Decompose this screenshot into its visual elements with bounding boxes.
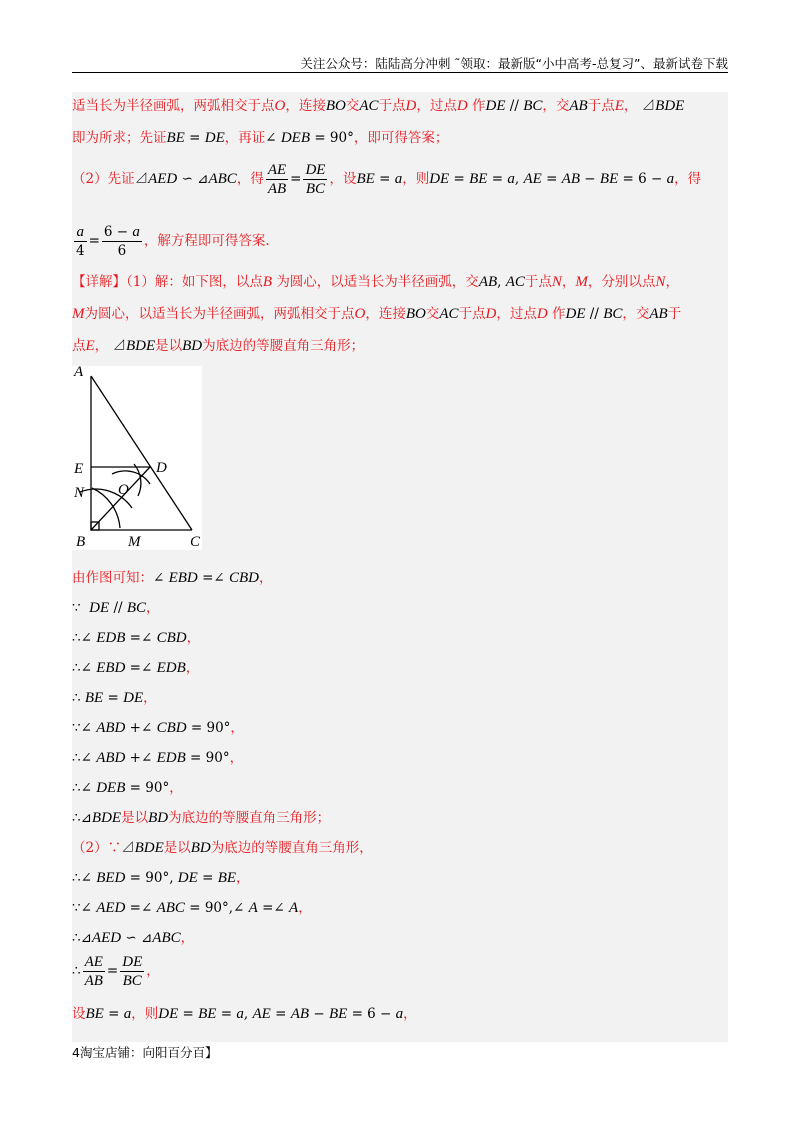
step-12: ∵∠ AED =∠ ABC = 90°,∠ A =∠ A， — [72, 900, 312, 916]
label-A: A — [74, 366, 84, 380]
step-15: 设BE = a，则DE = BE = a, AE = AB − BE = 6 − a， — [72, 1006, 417, 1022]
label-D: D — [156, 460, 167, 476]
analysis-line-2: 即为所求；先证BE = DE，再证∠ DEB = 90°，即可得答案； — [72, 130, 449, 146]
step-4: ∴∠ EBD =∠ EDB， — [72, 660, 200, 676]
analysis-line-3: （2）先证⊿AED ∽ ⊿ABC，得 $\frac{AE}{AB}$ = $\frac{DE}{BC}$ ，设BE = a，则DE = BE = a, AE = AB − BE = 6 − a，得 — [72, 162, 702, 197]
step-9: ∴⊿BDE是以BD为底边的等腰直角三角形； — [72, 810, 331, 826]
label-B: B — [76, 534, 86, 550]
detail-line-6: M为圆心，以适当长为半径画弧，两弧相交于点O，连接BO交AC于点D，过点D 作DE // BC，交AB于 — [72, 306, 682, 322]
step-8: ∴∠ DEB = 90°， — [72, 780, 183, 796]
label-O: O — [118, 482, 129, 498]
step-6: ∵∠ ABD +∠ CBD = 90°， — [72, 720, 244, 736]
step-2: ∵ DE // BC， — [72, 600, 160, 616]
label-E: E — [74, 461, 84, 477]
step-1: 由作图可知：∠ EBD =∠ CBD， — [72, 570, 273, 586]
label-C: C — [190, 534, 201, 550]
step-14: ∴ $\frac{AE}{AB}$ = $\frac{DE}{BC}$ ， — [72, 954, 160, 989]
header-rule — [72, 72, 728, 73]
detail-line-5: 【详解】（1）解：如下图，以点B 为圆心，以适当长为半径画弧，交AB, AC于点N，M，分别以点N， — [72, 274, 679, 290]
step-3: ∴∠ EDB =∠ CBD， — [72, 630, 201, 646]
detail-line-7: 点E， ⊿BDE是以BD为底边的等腰直角三角形； — [72, 338, 365, 354]
geometry-figure — [72, 366, 202, 550]
analysis-line-1: 适当长为半径画弧，两弧相交于点O，连接BO交AC于点D，过点D 作DE // BC，交AB于点E， ⊿BDE — [72, 98, 685, 114]
step-13: ∴⊿AED ∽ ⊿ABC， — [72, 930, 195, 946]
step-10: （2）∵⊿BDE是以BD为底边的等腰直角三角形， — [72, 840, 373, 856]
page-footer: 4淘宝店铺：向阳百分百】 — [72, 1045, 218, 1060]
label-M: M — [128, 534, 141, 550]
step-7: ∴∠ ABD +∠ EDB = 90°， — [72, 750, 244, 766]
step-5: ∴ BE = DE， — [72, 690, 157, 706]
label-N: N — [74, 485, 85, 501]
step-11: ∴∠ BED = 90°, DE = BE， — [72, 870, 250, 886]
page-header: 关注公众号：陆陆高分冲刺 ˜领取：最新版“小中高考-总复习”、最新试卷下载 — [300, 56, 728, 71]
triangle-construction-diagram — [72, 366, 202, 550]
analysis-line-4: $\frac{a}{4}$ = $\frac{6 - a}{6}$ ，解方程即可得答案. — [76, 224, 270, 259]
